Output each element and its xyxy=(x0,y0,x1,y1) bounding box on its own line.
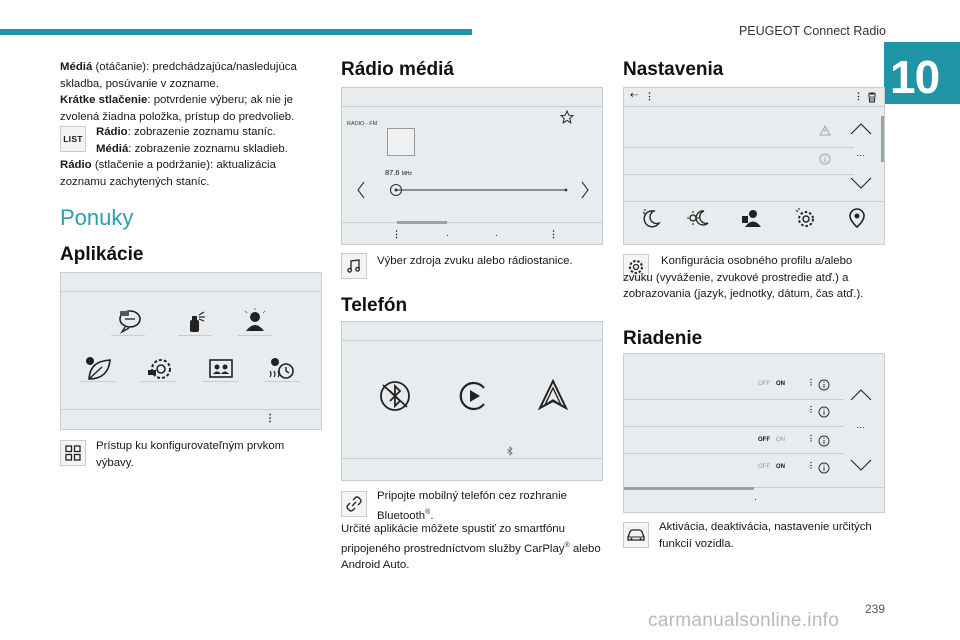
settings-screen xyxy=(623,87,885,245)
trash-icon xyxy=(867,92,877,103)
menu-dots-icon: ⋮ xyxy=(854,91,863,101)
scroll-up-icon[interactable] xyxy=(849,388,873,402)
info-icon[interactable] xyxy=(818,462,830,474)
car-icon xyxy=(623,522,649,548)
settings-gear-icon xyxy=(146,355,176,383)
back-arrow-icon: ⇠ xyxy=(630,90,639,101)
night-mode-icon xyxy=(640,208,662,228)
section-nastavenia: Nastavenia xyxy=(623,59,724,80)
dot-icon: · xyxy=(754,494,757,504)
dot-icon: · xyxy=(446,230,449,240)
menu-dots-icon: ⋮ xyxy=(807,434,815,443)
driver-profile-icon xyxy=(241,307,269,335)
driving-screen xyxy=(623,353,885,513)
radio-screen xyxy=(341,87,603,245)
info-icon[interactable] xyxy=(818,406,830,418)
section-riadenie: Riadenie xyxy=(623,328,703,349)
warning-icon xyxy=(819,125,831,136)
frequency-slider[interactable] xyxy=(356,178,592,202)
info-icon xyxy=(819,153,831,165)
watermark: carmanualsonline.info xyxy=(648,610,840,631)
phone-note-2: Určité aplikácie môžete spustiť zo smartfónu pripojeného prostredníctvom služby CarPlay® alebo Android Auto. xyxy=(341,523,601,571)
menu-dots-icon: ⋮ xyxy=(645,91,654,101)
menu-dots-icon: ⋮ xyxy=(549,229,558,239)
scroll-down-icon[interactable] xyxy=(849,458,873,472)
para-radio-hold: Rádio (stlačenie a podržanie): aktualizácia zoznamu zachytených staníc. xyxy=(60,159,276,188)
para-media-rotate: Médiá (otáčanie): predchádzajúca/nasledujúca skladba, posúvanie v zozname. Krátke stlačenie: potvrdenie výberu; ak nie je zvolená žiadna položka, prístup do predvolieb. xyxy=(60,61,297,123)
phone-link-icon xyxy=(341,491,367,517)
phone-screen xyxy=(341,321,603,481)
ellipsis-icon: … xyxy=(856,148,865,158)
menu-dots-icon: ⋮ xyxy=(392,229,401,239)
apps-screen xyxy=(60,272,322,430)
day-night-icon xyxy=(686,208,710,228)
profile-icon xyxy=(740,208,762,228)
section-telefon: Telefón xyxy=(341,295,408,316)
page-indicator xyxy=(624,487,754,490)
apps-note: Prístup ku konfigurovateľným prvkom výbavy. xyxy=(96,440,285,469)
settings-note: Konfigurácia osobného profilu a/alebo zvuku (vyváženie, zvukové prostredie atď.) a zobrazovania (jazyk, jednotky, dátum, čas atď.). xyxy=(623,255,864,301)
apps-grid-icon xyxy=(60,440,86,466)
carplay-icon xyxy=(457,379,491,413)
scroll-down-icon[interactable] xyxy=(849,176,873,190)
list-button-icon: LIST xyxy=(60,126,86,152)
frequency-value: 87.6 MHz xyxy=(385,168,412,177)
toggle-row-3[interactable]: OFF ON xyxy=(758,464,785,470)
music-note-icon xyxy=(341,253,367,279)
info-icon[interactable] xyxy=(818,379,830,391)
favorite-star-icon xyxy=(560,110,574,124)
header-accent-bar xyxy=(0,29,472,35)
eco-leaf-icon xyxy=(84,355,114,383)
section-radio-media: Rádio médiá xyxy=(341,59,454,80)
perfume-diffuser-icon xyxy=(182,309,208,335)
toggle-row-2[interactable]: OFF ON xyxy=(758,437,785,443)
station-artwork xyxy=(387,128,415,156)
scrollbar[interactable] xyxy=(881,116,884,162)
menu-dots-icon: ⋮ xyxy=(807,405,815,414)
location-privacy-icon xyxy=(846,207,868,229)
more-options-icon: ⋮ xyxy=(265,413,275,424)
info-icon[interactable] xyxy=(818,435,830,447)
heating-timer-icon xyxy=(266,355,296,383)
android-auto-icon xyxy=(536,378,570,412)
ellipsis-icon: … xyxy=(856,420,865,430)
bluetooth-icon xyxy=(378,379,412,413)
toggle-row-1[interactable]: OFF ON xyxy=(758,381,785,387)
drive-note: Aktivácia, deaktivácia, nastavenie určitých funkcií vozidla. xyxy=(659,521,872,550)
radio-note: Výber zdroja zvuku alebo rádiostanice. xyxy=(377,255,573,267)
menu-dots-icon: ⋮ xyxy=(807,461,815,470)
para-list: Rádio: zobrazenie zoznamu staníc. Médiá: zobrazenie zoznamu skladieb. xyxy=(96,126,288,155)
menu-dots-icon: ⋮ xyxy=(807,378,815,387)
page-number: 239 xyxy=(864,602,885,616)
contacts-screen-icon xyxy=(207,357,235,383)
section-ponuky: Ponuky xyxy=(60,205,134,230)
phone-note-1: Pripojte mobilný telefón cez rozhranie Bluetooth®. xyxy=(377,490,567,522)
header-title: PEUGEOT Connect Radio xyxy=(738,24,886,38)
section-aplikacie: Aplikácie xyxy=(60,244,144,265)
settings-gear-icon xyxy=(794,207,816,229)
dot-icon: · xyxy=(495,230,498,240)
chapter-number: 10 xyxy=(884,42,960,104)
speech-recognition-icon xyxy=(116,307,146,337)
page-indicator xyxy=(397,221,447,224)
radio-band-label: RADIO - FM xyxy=(347,121,378,127)
bluetooth-status-icon xyxy=(506,446,514,456)
scroll-up-icon[interactable] xyxy=(849,122,873,136)
